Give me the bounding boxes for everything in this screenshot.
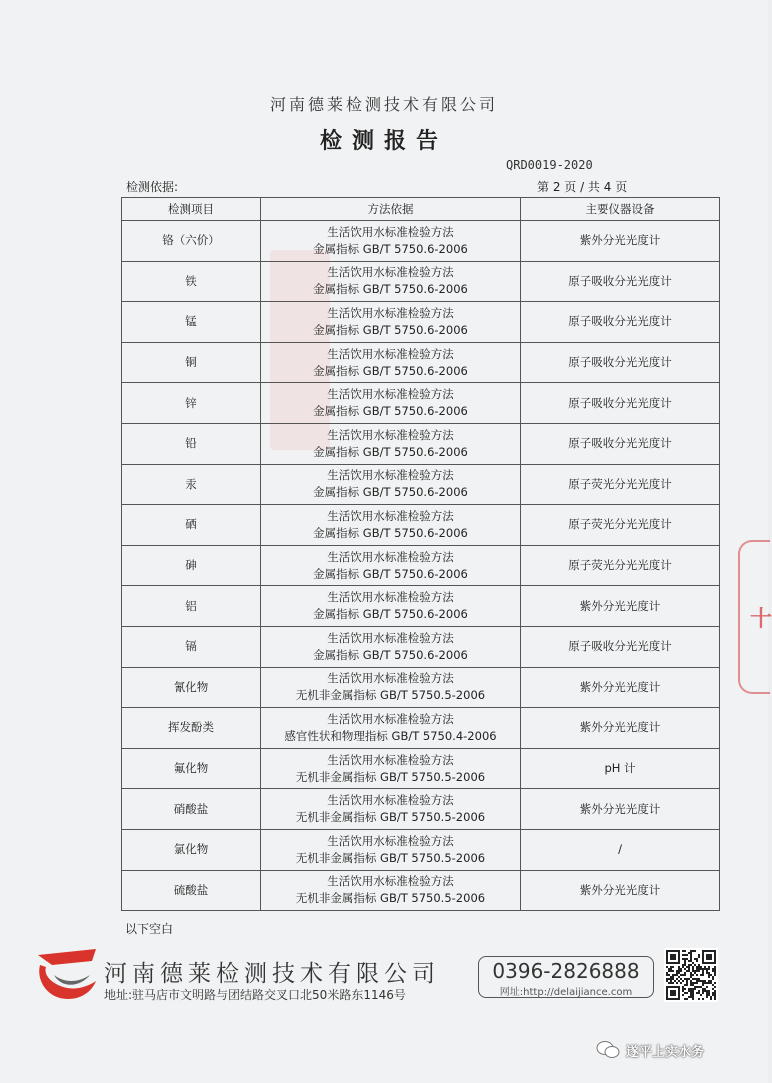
instrument-cell: 紫外分光光度计 [521, 221, 720, 262]
test-item-cell: 砷 [122, 545, 261, 586]
method-standard-code: 无机非金属指标 GB/T 5750.5-2006 [295, 850, 486, 865]
test-item-cell: 硒 [122, 505, 261, 546]
page-indicator: 第 2 页 / 共 4 页 [537, 180, 628, 194]
method-standard-code: 无机非金属指标 GB/T 5750.5-2006 [295, 810, 486, 825]
method-cell [261, 586, 521, 627]
method-cell [261, 261, 521, 302]
table-row [122, 423, 720, 464]
method-cell [261, 464, 521, 505]
instrument-cell: 紫外分光光度计 [521, 667, 720, 708]
instrument-cell: 紫外分光光度计 [521, 870, 720, 911]
column-header-method: 方法依据 [261, 198, 521, 221]
method-cell [261, 626, 521, 667]
method-standard-code: 金属指标 GB/T 5750.6-2006 [313, 322, 468, 337]
instrument-cell: 原子吸收分光光度计 [521, 261, 720, 302]
website-url: 网址:http://delaijiance.com [499, 987, 633, 998]
method-standard-name: 生活饮用水标准检验方法 [327, 265, 454, 280]
method-standard-name: 生活饮用水标准检验方法 [327, 711, 454, 726]
method-standard-code: 金属指标 GB/T 5750.6-2006 [313, 485, 468, 500]
instrument-cell: 原子荧光分光光度计 [521, 545, 720, 586]
method-cell [261, 748, 521, 789]
table-row [122, 586, 720, 627]
instrument-cell: 紫外分光光度计 [521, 789, 720, 830]
method-cell [261, 342, 521, 383]
method-standard-name: 生活饮用水标准检验方法 [327, 468, 454, 483]
logo-emblem-icon [34, 947, 100, 1005]
instrument-cell: 原子吸收分光光度计 [521, 626, 720, 667]
method-standard-name: 生活饮用水标准检验方法 [327, 752, 454, 767]
test-item-cell: 氯化物 [122, 829, 261, 870]
method-standard-code: 金属指标 GB/T 5750.6-2006 [313, 404, 468, 419]
table-header-row [122, 198, 720, 221]
instrument-cell: 紫外分光光度计 [521, 586, 720, 627]
report-title: 检测报告 [319, 129, 448, 154]
method-standard-code: 金属指标 GB/T 5750.6-2006 [313, 241, 468, 256]
report-number: QRD0019-2020 [506, 158, 593, 172]
method-standard-code: 无机非金属指标 GB/T 5750.5-2006 [295, 891, 486, 906]
table-row [122, 261, 720, 302]
table-row [122, 505, 720, 546]
test-item-cell: 铜 [122, 342, 261, 383]
table-row [122, 383, 720, 424]
test-item-cell: 锌 [122, 383, 261, 424]
method-cell [261, 383, 521, 424]
blank-below-note: 以下空白 [125, 922, 174, 936]
method-standard-name: 生活饮用水标准检验方法 [327, 549, 454, 564]
table-body [122, 221, 720, 911]
wechat-icon [596, 1040, 620, 1060]
method-standard-name: 生活饮用水标准检验方法 [327, 427, 454, 442]
testing-method-table [121, 197, 720, 911]
instrument-cell: pH 计 [521, 748, 720, 789]
method-cell [261, 829, 521, 870]
method-cell [261, 545, 521, 586]
table-row [122, 221, 720, 262]
method-cell [261, 667, 521, 708]
method-standard-name: 生活饮用水标准检验方法 [327, 630, 454, 645]
method-standard-code: 金属指标 GB/T 5750.6-2006 [313, 444, 468, 459]
method-standard-code: 金属指标 GB/T 5750.6-2006 [313, 647, 468, 662]
table-row [122, 545, 720, 586]
method-standard-code: 金属指标 GB/T 5750.6-2006 [313, 525, 468, 540]
table-row [122, 464, 720, 505]
method-standard-name: 生活饮用水标准检验方法 [327, 793, 454, 808]
method-standard-code: 金属指标 GB/T 5750.6-2006 [313, 282, 468, 297]
table-row [122, 789, 720, 830]
wechat-account-name: 遂平上实水务 [626, 1044, 705, 1060]
table-row [122, 302, 720, 343]
company-logo [34, 947, 100, 1009]
instrument-cell: 原子吸收分光光度计 [521, 423, 720, 464]
phone-number: 0396-2826888 [492, 959, 640, 983]
column-header-item: 检测项目 [122, 198, 261, 221]
table-row [122, 748, 720, 789]
method-standard-name: 生活饮用水标准检验方法 [327, 833, 454, 848]
method-cell [261, 870, 521, 911]
table-row [122, 708, 720, 749]
footer-address: 地址:驻马店市文明路与团结路交叉口北50米路东1146号 [104, 988, 406, 1002]
method-standard-name: 生活饮用水标准检验方法 [327, 508, 454, 523]
method-standard-code: 感官性状和物理指标 GB/T 5750.4-2006 [284, 728, 497, 743]
test-item-cell: 铬（六价） [122, 221, 261, 262]
method-cell [261, 789, 521, 830]
test-item-cell: 氰化物 [122, 667, 261, 708]
table-row [122, 342, 720, 383]
method-standard-code: 金属指标 GB/T 5750.6-2006 [313, 363, 468, 378]
method-cell [261, 708, 521, 749]
test-item-cell: 锰 [122, 302, 261, 343]
test-item-cell: 铅 [122, 423, 261, 464]
instrument-cell: 原子荧光分光光度计 [521, 505, 720, 546]
method-standard-code: 金属指标 GB/T 5750.6-2006 [313, 566, 468, 581]
test-item-cell: 硫酸盐 [122, 870, 261, 911]
instrument-cell: 原子荧光分光光度计 [521, 464, 720, 505]
table-row [122, 829, 720, 870]
seal-mark-icon: 十 [750, 607, 772, 632]
column-header-instrument: 主要仪器设备 [521, 198, 720, 221]
table-row [122, 667, 720, 708]
instrument-cell: / [521, 829, 720, 870]
test-item-cell: 汞 [122, 464, 261, 505]
method-cell [261, 505, 521, 546]
test-item-cell: 挥发酚类 [122, 708, 261, 749]
method-cell [261, 221, 521, 262]
method-standard-code: 无机非金属指标 GB/T 5750.5-2006 [295, 769, 486, 784]
method-standard-name: 生活饮用水标准检验方法 [327, 305, 454, 320]
instrument-cell: 原子吸收分光光度计 [521, 302, 720, 343]
qr-code-icon [664, 948, 718, 1002]
test-item-cell: 氟化物 [122, 748, 261, 789]
testing-basis-label: 检测依据: [126, 180, 179, 194]
method-cell [261, 302, 521, 343]
company-name: 河南德莱检测技术有限公司 [269, 95, 498, 114]
test-item-cell: 铝 [122, 586, 261, 627]
method-standard-name: 生活饮用水标准检验方法 [327, 224, 454, 239]
method-standard-code: 无机非金属指标 GB/T 5750.5-2006 [295, 688, 486, 703]
instrument-cell: 原子吸收分光光度计 [521, 342, 720, 383]
method-standard-name: 生活饮用水标准检验方法 [327, 671, 454, 686]
method-standard-code: 金属指标 GB/T 5750.6-2006 [313, 607, 468, 622]
instrument-cell: 紫外分光光度计 [521, 708, 720, 749]
side-seal-stamp [738, 540, 770, 694]
method-standard-name: 生活饮用水标准检验方法 [327, 346, 454, 361]
test-item-cell: 镉 [122, 626, 261, 667]
table-row [122, 626, 720, 667]
table-row [122, 870, 720, 911]
method-standard-name: 生活饮用水标准检验方法 [327, 590, 454, 605]
wechat-account-badge [596, 1038, 704, 1062]
phone-box [478, 956, 654, 998]
test-item-cell: 铁 [122, 261, 261, 302]
method-standard-name: 生活饮用水标准检验方法 [327, 387, 454, 402]
instrument-cell: 原子吸收分光光度计 [521, 383, 720, 424]
test-item-cell: 硝酸盐 [122, 789, 261, 830]
method-cell [261, 423, 521, 464]
method-standard-name: 生活饮用水标准检验方法 [327, 874, 454, 889]
footer-company-name: 河南德莱检测技术有限公司 [104, 961, 440, 987]
